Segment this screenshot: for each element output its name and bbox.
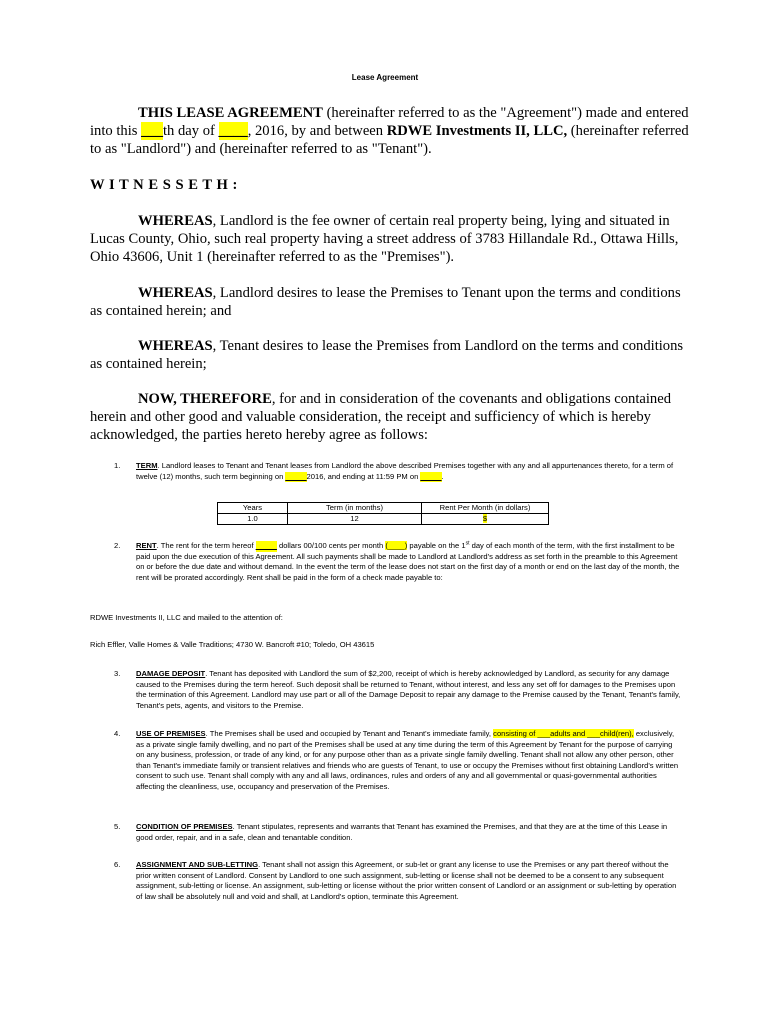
rent-table-header: Rent Per Month (in dollars) — [422, 503, 549, 514]
rent-table-header: Years — [218, 503, 288, 514]
rent-table-cell: 12 — [288, 514, 422, 525]
rent-table-row — [218, 514, 549, 525]
now-therefore-paragraph: NOW, THEREFORE, for and in consideration of the covenants and obligations contained herein and other good and valuable consideration, the receipt and sufficiency of which is hereby acknowledged, the parties hereto hereby agree as follows: — [90, 391, 672, 443]
attention-line: Rich Effler, Valle Homes & Valle Traditions; 4730 W. Bancroft #10; Toledo, OH 43615 — [90, 640, 375, 649]
month-blank[interactable]: ____ — [218, 123, 248, 139]
rent-words-blank[interactable]: _____ — [255, 541, 277, 550]
landlord-name: RDWE Investments II, LLC, — [386, 123, 568, 139]
payee-line: RDWE Investments II, LLC and mailed to the attention of: — [90, 613, 283, 622]
term-end-blank[interactable]: _____ — [420, 471, 442, 481]
rent-table-header: Term (in months) — [288, 503, 422, 514]
occupants-blank[interactable]: consisting of ___adults and ___child(ren), — [493, 729, 634, 738]
damage-deposit-heading: DAMAGE DEPOSIT — [136, 669, 206, 678]
use-of-premises-heading: USE OF PREMISES — [136, 729, 206, 738]
whereas-paragraph-3: WHEREAS, Tenant desires to lease the Premises from Landlord on the terms and conditions as contained herein; — [90, 338, 684, 372]
document-page: Lease Agreement THIS LEASE AGREEMENT (hereinafter referred to as the "Agreement") made and entered into this ___th day of ____, 2016, by and between RDWE Investments II, LLC, (hereinafter referred to as "Landlord") and (hereinafter referred to as "Tenant"). W I T N E S S E T H : WHEREAS, Landlord is the fee owner of certain real property being, lying and situated in Lucas County, Ohio, such real property having a street address of 3783 Hillandale Rd., Ottawa Hills, Ohio 43606, Unit 1 (hereinafter referred to as the "Premises"). WHEREAS, Landlord desires to lease the Premises to Tenant upon the terms and conditions as contained herein; and WHEREAS, Tenant desires to lease the Premises from Landlord on the terms and conditions as contained herein; NOW, THEREFORE, for and in consideration of the covenants and obligations contained herein and other good and valuable consideration, the receipt and sufficiency of which is hereby acknowledged, the parties hereto hereby agree as follows: 1. TERM. Landlord leases to Tenant and Tenant leases from Landlord the above described Premises together with any and all appurtenances thereto, for a term of twelve (12) months, such term beginning on _____2016, and ending at 11:59 PM on _____. Years Term (in months) Rent Per Month (in dollars) 1.0 12 $ 2. RENT. The rent for the term hereof _____ dollars 00/100 cents per month (____) payable on the 1st day of each month of the term, with the first installment to be paid upon the due execution of this Agreement. All such payments shall be made to Landlord at Landlord's address as set forth in the preamble to this Agreement on or before the due date and without demand. In the event the term of the lease does not start on the first day of a month or end on the last day of the month, the rent will be prorated accordingly. Rent shall be paid in the form of a check made payable to: RDWE Investments II, LLC and mailed to the attention of: Rich Effler, Valle Homes & Valle Traditions; 4730 W. Bancroft #10; Toledo, OH 43615 3. DAMAGE DEPOSIT. Tenant has deposited with Landlord the sum of $2,200, receipt of which is hereby acknowledged by Landlord, as security for any damage caused to the Premises during the term hereof. Such deposit shall be returned to Tenant, without interest, and less any set off for damages to the Premises upon the termination of this Agreement. Landlord may use part or all of the Damage Deposit to repair any damage to the Premise caused by the Tenant, Tenant's family, Tenant's pets, agents, and visitors to the Premise. 4. USE OF PREMISES. The Premises shall be used and occupied by Tenant and Tenant's immediate family, consisting of ___adults and ___child(ren), exclusively, as a private single family dwelling, and no part of the Premises shall be used at any time during the term of this Agreement by Tenant for the purpose of carrying on any business, profession, or trade of any kind, or for any purpose other than as a private single family dwelling. Tenant shall not allow any other person, other than Tenant's immediate family or transient relatives and friends who are guests of Tenant, to use or occupy the Premises without first obtaining Landlord's written consent to such use. Tenant shall comply with any and all laws, ordinances, rules and orders of any and all governmental or quasi-governmental authorities affecting the cleanliness, use, occupancy and preservation of the Premises. 5. CONDITION OF PREMISES. Tenant stipulates, represents and warrants that Tenant has examined the Premises, and that they are at the time of this Lease in good order, repair, and in a safe, clean and tenantable condition. 6. ASSIGNMENT AND SUB-LETTING. Tenant shall not assign this Agreement, or sub-let or grant any license to use the Premises or any part thereof without the prior written consent of Landlord. Consent by Landlord to one such assignment, sub-letting or license shall not be deemed to be a consent to any subsequent assignment, sub-letting or license. An assignment, sub-letting or license without the prior written consent of Landlord or an assignment or sub-letting by operation of law shall be absolutely null and void and shall, at Landlord's option, terminate this Agreement. — [0, 0, 770, 1024]
term-begin-blank[interactable]: _____ — [285, 471, 307, 481]
rent-amount-blank[interactable]: (____) — [385, 541, 408, 550]
whereas-paragraph-1: WHEREAS, Landlord is the fee owner of certain real property being, lying and situated in Lucas County, Ohio, such real property having a street address of 3783 Hillandale Rd., Ottawa Hills, Ohio 43606, Unit 1 (hereinafter referred to as the "Premises"). — [90, 213, 679, 265]
term-heading: TERM — [136, 461, 158, 470]
intro-lead: THIS LEASE AGREEMENT — [138, 105, 323, 121]
rent-table-cell — [422, 514, 549, 525]
rent-table — [217, 502, 549, 525]
rent-heading: RENT — [136, 541, 157, 550]
rent-table-header-row — [218, 503, 549, 514]
day-blank[interactable]: ___ — [141, 123, 163, 139]
document-header: Lease Agreement — [351, 73, 419, 82]
witnesseth-heading: W I T N E S S E T H : — [90, 177, 238, 193]
whereas-paragraph-2: WHEREAS, Landlord desires to lease the Premises to Tenant upon the terms and conditions as contained herein; and — [90, 285, 681, 319]
assignment-heading: ASSIGNMENT AND SUB-LETTING — [136, 860, 259, 869]
intro-paragraph: THIS LEASE AGREEMENT (hereinafter referred to as the "Agreement") made and entered into this ___th day of ____, 2016, by and between RDWE Investments II, LLC, (hereinafter referred to as "Landlord") and (hereinafter referred to as "Tenant"). — [90, 105, 689, 157]
rent-amount-field[interactable]: $ — [482, 514, 488, 523]
rent-table-cell: 1.0 — [218, 514, 288, 525]
condition-heading: CONDITION OF PREMISES — [136, 822, 233, 831]
